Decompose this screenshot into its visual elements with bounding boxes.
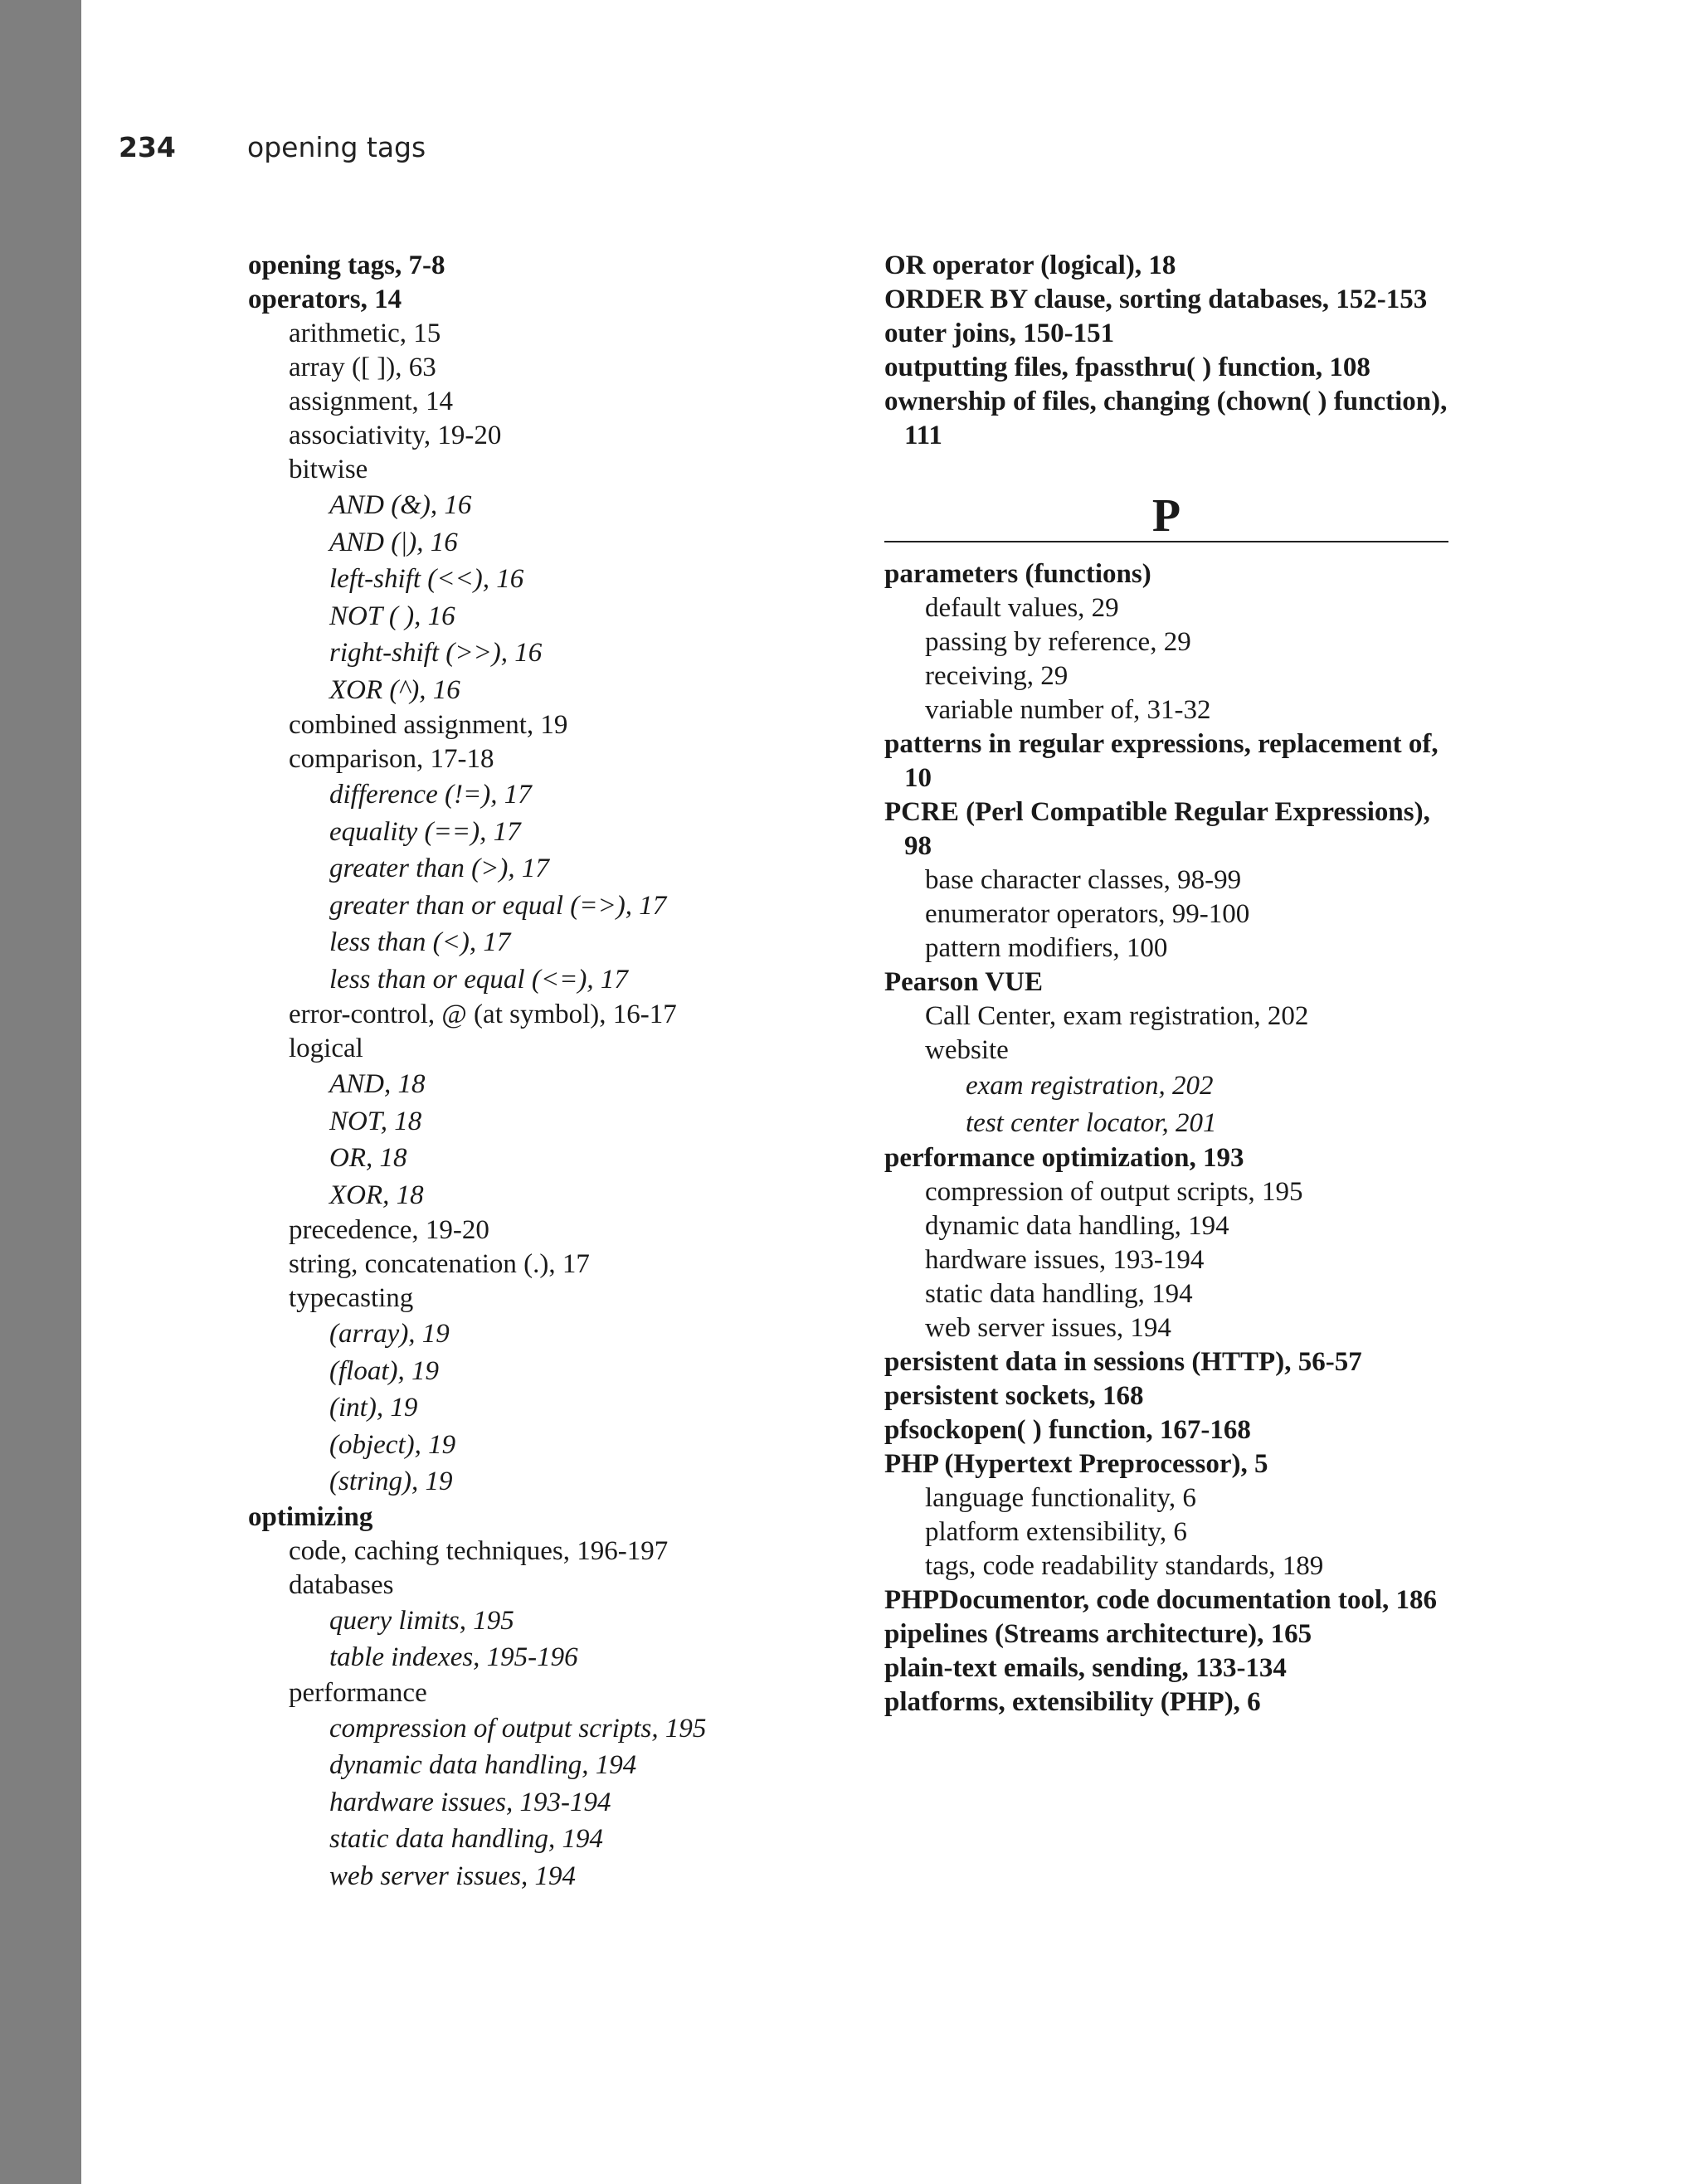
index-subsubentry: AND (&), 16 (329, 490, 472, 520)
index-subentry: array ([ ]), 63 (289, 353, 436, 382)
index-subentry: web server issues, 194 (925, 1313, 1171, 1343)
index-subentry: arithmetic, 15 (289, 319, 441, 348)
index-subentry: variable number of, 31-32 (925, 695, 1211, 725)
index-subentry: platform extensibility, 6 (925, 1517, 1187, 1547)
index-p-entries (884, 557, 1448, 1719)
index-entry: performance optimization, 193 (884, 1143, 1244, 1173)
index-subentry: dynamic data handling, 194 (925, 1211, 1229, 1241)
running-head (119, 131, 426, 163)
index-subentry: website (925, 1035, 1009, 1065)
index-subsubentry: greater than or equal (=>), 17 (329, 890, 667, 921)
index-entry: patterns in regular expressions, replacement of, 10 (884, 729, 1439, 793)
index-subentry: comparison, 17-18 (289, 744, 494, 774)
index-subentry: databases (289, 1569, 394, 1600)
index-subentry: logical (289, 1034, 363, 1063)
index-entry: PHPDocumentor, code documentation tool, 186 (884, 1585, 1438, 1615)
index-subsubentry: static data handling, 194 (329, 1824, 603, 1854)
index-subsubentry: dynamic data handling, 194 (329, 1750, 637, 1780)
index-subsubentry: AND (|), 16 (329, 527, 458, 557)
index-subentry: passing by reference, 29 (925, 627, 1191, 657)
index-column-right (884, 249, 1448, 1719)
index-subsubentry: (object), 19 (329, 1429, 456, 1460)
index-subentry: language functionality, 6 (925, 1483, 1196, 1513)
index-subsubentry: (string), 19 (329, 1467, 453, 1496)
index-subsubentry: (array), 19 (329, 1319, 450, 1349)
index-subsubentry: query limits, 195 (329, 1605, 514, 1636)
index-subentry: combined assignment, 19 (289, 710, 568, 740)
index-subentry: enumerator operators, 99-100 (925, 899, 1250, 929)
index-subentry: error-control, @ (at symbol), 16-17 (289, 1000, 677, 1029)
index-subentry: static data handling, 194 (925, 1279, 1193, 1309)
index-subsubentry: right-shift (>>), 16 (329, 638, 543, 668)
index-subsubentry: difference (!=), 17 (329, 780, 532, 810)
index-subentry: tags, code readability standards, 189 (925, 1551, 1324, 1581)
index-subsubentry: less than or equal (<=), 17 (329, 964, 628, 995)
index-subentry: base character classes, 98-99 (925, 865, 1242, 895)
index-subsubentry: exam registration, 202 (966, 1071, 1214, 1101)
index-subsubentry: compression of output scripts, 195 (329, 1713, 707, 1744)
index-subentry: bitwise (289, 455, 368, 484)
index-subsubentry: NOT ( ), 16 (329, 601, 455, 631)
index-subentry: string, concatenation (.), 17 (289, 1249, 590, 1279)
index-entry: opening tags, 7-8 (248, 251, 445, 280)
index-entry: Pearson VUE (884, 967, 1043, 997)
index-subentry: assignment, 14 (289, 387, 453, 416)
index-subentry: precedence, 19-20 (289, 1215, 489, 1245)
index-o-entries (884, 249, 1448, 453)
index-entry: outputting files, fpassthru( ) function, 108 (884, 353, 1370, 382)
index-subentry: default values, 29 (925, 593, 1119, 623)
index-entry: PHP (Hypertext Preprocessor), 5 (884, 1449, 1268, 1479)
index-entry: operators, 14 (248, 285, 402, 314)
index-entry: persistent data in sessions (HTTP), 56-57 (884, 1347, 1362, 1377)
index-subsubentry: left-shift (<<), 16 (329, 564, 524, 594)
index-subentry: performance (289, 1677, 427, 1708)
index-entry: OR operator (logical), 18 (884, 251, 1176, 280)
page-number: 234 (119, 131, 176, 163)
index-subsubentry: AND, 18 (329, 1069, 426, 1099)
index-entry: PCRE (Perl Compatible Regular Expressions), 98 (884, 797, 1430, 861)
page-edge-bar (0, 0, 81, 2184)
section-letter-heading: P (884, 491, 1448, 542)
index-entry: platforms, extensibility (PHP), 6 (884, 1687, 1261, 1717)
index-subentry: pattern modifiers, 100 (925, 933, 1168, 963)
index-subsubentry: (int), 19 (329, 1393, 418, 1423)
index-subentry: hardware issues, 193-194 (925, 1245, 1205, 1275)
running-head-title: opening tags (247, 131, 426, 163)
index-entry: ORDER BY clause, sorting databases, 152-153 (884, 285, 1428, 314)
index-entry: persistent sockets, 168 (884, 1381, 1144, 1411)
index-subsubentry: table indexes, 195-196 (329, 1642, 578, 1672)
index-subentry: receiving, 29 (925, 661, 1069, 691)
index-entry: plain-text emails, sending, 133-134 (884, 1653, 1287, 1683)
index-subsubentry: NOT, 18 (329, 1106, 422, 1136)
index-subentry: associativity, 19-20 (289, 421, 502, 450)
index-subsubentry: OR, 18 (329, 1143, 407, 1173)
index-subentry: code, caching techniques, 196-197 (289, 1535, 669, 1566)
index-entry: outer joins, 150-151 (884, 319, 1115, 348)
index-entry: ownership of files, changing (chown( ) function), 111 (884, 387, 1448, 450)
index-entry: pfsockopen( ) function, 167-168 (884, 1415, 1251, 1445)
index-subentry: typecasting (289, 1283, 414, 1313)
index-subsubentry: (float), 19 (329, 1355, 439, 1386)
index-subentry: compression of output scripts, 195 (925, 1177, 1303, 1207)
index-subsubentry: greater than (>), 17 (329, 854, 549, 883)
index-subentry: Call Center, exam registration, 202 (925, 1001, 1309, 1031)
index-subsubentry: equality (==), 17 (329, 816, 521, 847)
index-subsubentry: XOR (^), 16 (329, 674, 460, 705)
index-subsubentry: hardware issues, 193-194 (329, 1787, 611, 1817)
index-subsubentry: test center locator, 201 (966, 1107, 1217, 1138)
index-subsubentry: web server issues, 194 (329, 1861, 576, 1891)
index-entry: optimizing (248, 1501, 373, 1532)
index-subsubentry: less than (<), 17 (329, 927, 511, 957)
index-subsubentry: XOR, 18 (329, 1180, 424, 1210)
index-column-left (248, 249, 845, 1895)
index-entry: parameters (functions) (884, 559, 1151, 589)
index-entry: pipelines (Streams architecture), 165 (884, 1619, 1312, 1649)
